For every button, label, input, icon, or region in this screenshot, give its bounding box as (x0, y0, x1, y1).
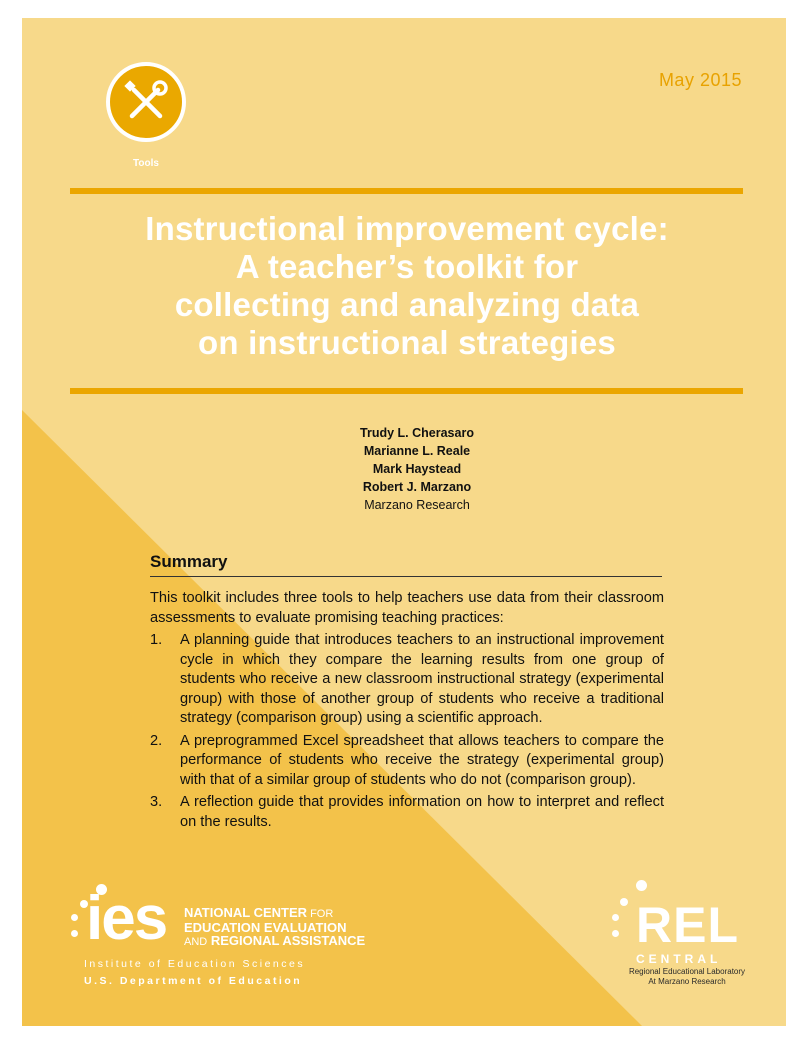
rel-central-label: CENTRAL (636, 952, 722, 966)
summary-divider (150, 576, 662, 577)
author-name: Marianne L. Reale (363, 444, 471, 458)
list-number: 1. (150, 632, 163, 648)
rel-subtitle-line: At Marzano Research (648, 977, 726, 986)
diagonal-background-shape (22, 18, 786, 1026)
title-line: collecting and analyzing data (174, 286, 640, 323)
list-item (150, 631, 664, 729)
title-top-rule (70, 188, 743, 194)
report-title (62, 210, 752, 362)
ncee-line: FOR (307, 908, 334, 920)
logo-dot (636, 880, 647, 891)
logo-dot (612, 930, 619, 937)
author-organization: Marzano Research (364, 498, 470, 512)
rel-wordmark: REL (636, 897, 739, 953)
title-bottom-rule (70, 388, 743, 394)
title-line: Instructional improvement cycle: (145, 210, 669, 247)
author-name: Mark Haystead (372, 462, 462, 476)
title-line: A teacher’s toolkit for (235, 248, 579, 285)
summary-intro: This toolkit includes three tools to help teachers use data from their classroom assessments to evaluate promising teaching practices: (150, 590, 664, 626)
list-item (150, 793, 664, 832)
list-text: A planning guide that introduces teachers to an instructional improvement cycle in which they compare the learning results from one group of students who receive a new classroom instructional strategy (experimental group) with those of another group of students who receive a traditional strategy (comparison group) using a scientific approach. (180, 632, 664, 726)
author-name: Robert J. Marzano (362, 480, 472, 494)
summary-heading: Summary (150, 552, 228, 571)
author-list (262, 424, 572, 514)
ncee-line: REGIONAL ASSISTANCE (207, 933, 366, 948)
department-name: U.S. Department of Education (84, 975, 303, 987)
report-cover (22, 18, 786, 1026)
publication-date: May 2015 (658, 70, 742, 90)
ncee-line: EDUCATION EVALUATION (184, 920, 347, 935)
title-line: on instructional strategies (198, 324, 616, 361)
institute-name: Institute of Education Sciences (84, 958, 306, 970)
ncee-name (184, 906, 365, 949)
list-text: A reflection guide that provides information on how to interpret and reflect on the results. (180, 794, 664, 830)
list-text: A preprogrammed Excel spreadsheet that allows teachers to compare the performance of students who receive the strategy (experimental group) with that of a similar group of students who do not (comparison group). (180, 732, 664, 788)
ncee-line: AND (184, 936, 208, 948)
rel-subtitle (612, 967, 762, 987)
author-name: Trudy L. Cherasaro (360, 426, 474, 440)
logo-dot (620, 898, 628, 906)
list-item (150, 732, 664, 791)
ncee-line: NATIONAL CENTER (184, 905, 308, 920)
list-number: 2. (150, 732, 163, 749)
list-number: 3. (150, 794, 163, 810)
summary-list (150, 631, 664, 832)
logo-dot (71, 914, 78, 921)
tools-label: Tools (133, 158, 159, 169)
wrench-screwdriver-icon (110, 66, 182, 138)
ies-wordmark: ies (86, 884, 167, 953)
logo-dot (71, 930, 78, 937)
rel-subtitle-line: Regional Educational Laboratory (628, 967, 746, 976)
tools-badge (106, 62, 186, 142)
logo-dot (612, 914, 619, 921)
summary-body (150, 589, 664, 832)
